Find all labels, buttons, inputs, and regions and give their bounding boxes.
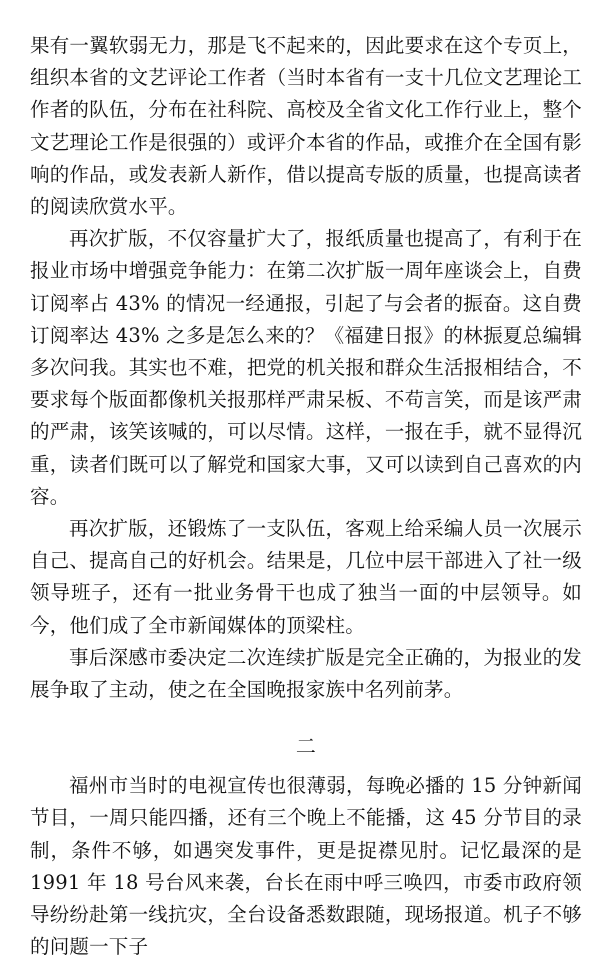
section-heading: 二 xyxy=(295,734,317,759)
paragraph-2: 再次扩版，不仅容量扩大了，报纸质量也提高了，有利于在报业市场中增强竞争能力：在第二次扩版一周年座谈会上，自费订阅率占 43% 的情况一经通报，引起了与会者的振奋。这自费订阅率达 43% 之多是怎么来的？《福建日报》的林振夏总编辑多次问我。其实也不难，把党的机关报和群众生活报相结合，不要求每个版面都像机关报那样严肃呆板、不苟言笑，而是该严肃的严肃，该笑该喊的，可以尽情。这样，一报在手，就不显得沉重，读者们既可以了解党和国家大事，又可以读到自己喜欢的内容。 xyxy=(30,227,582,508)
paragraph-3: 再次扩版，还锻炼了一支队伍，客观上给采编人员一次展示自己、提高自己的好机会。结果是，几位中层干部进入了社一级领导班子，还有一批业务骨干也成了独当一面的中层领导。如今，他们成了全市新闻媒体的顶梁柱。 xyxy=(30,517,582,637)
paragraph-4: 事后深感市委决定二次连续扩版是完全正确的，为报业的发展争取了主动，使之在全国晚报家族中名列前茅。 xyxy=(30,645,582,702)
document-page xyxy=(30,30,582,963)
paragraph-1: 果有一翼软弱无力，那是飞不起来的，因此要求在这个专页上，组织本省的文艺评论工作者（当时本省有一支十几位文艺理论工作者的队伍，分布在社科院、高校及全省文化工作行业上，整个文艺理论工作是很强的）或评介本省的作品，或推介在全国有影响的作品，或发表新人新作，借以提高专版的质量，也提高读者的阅读欣赏水平。 xyxy=(30,34,582,219)
paragraph-5: 福州市当时的电视宣传也很薄弱，每晚必播的 15 分钟新闻节目，一周只能四播，还有三个晚上不能播，这 45 分节目的录制，条件不够，如遇突发事件，更是捉襟见肘。记忆最深的是 1991 年 18 号台风来袭，台长在雨中呼三唤四，市委市政府领导纷纷赴第一线抗灾，全台设备悉数跟随，现场报道。机子不够的问题一下子 xyxy=(30,774,582,959)
